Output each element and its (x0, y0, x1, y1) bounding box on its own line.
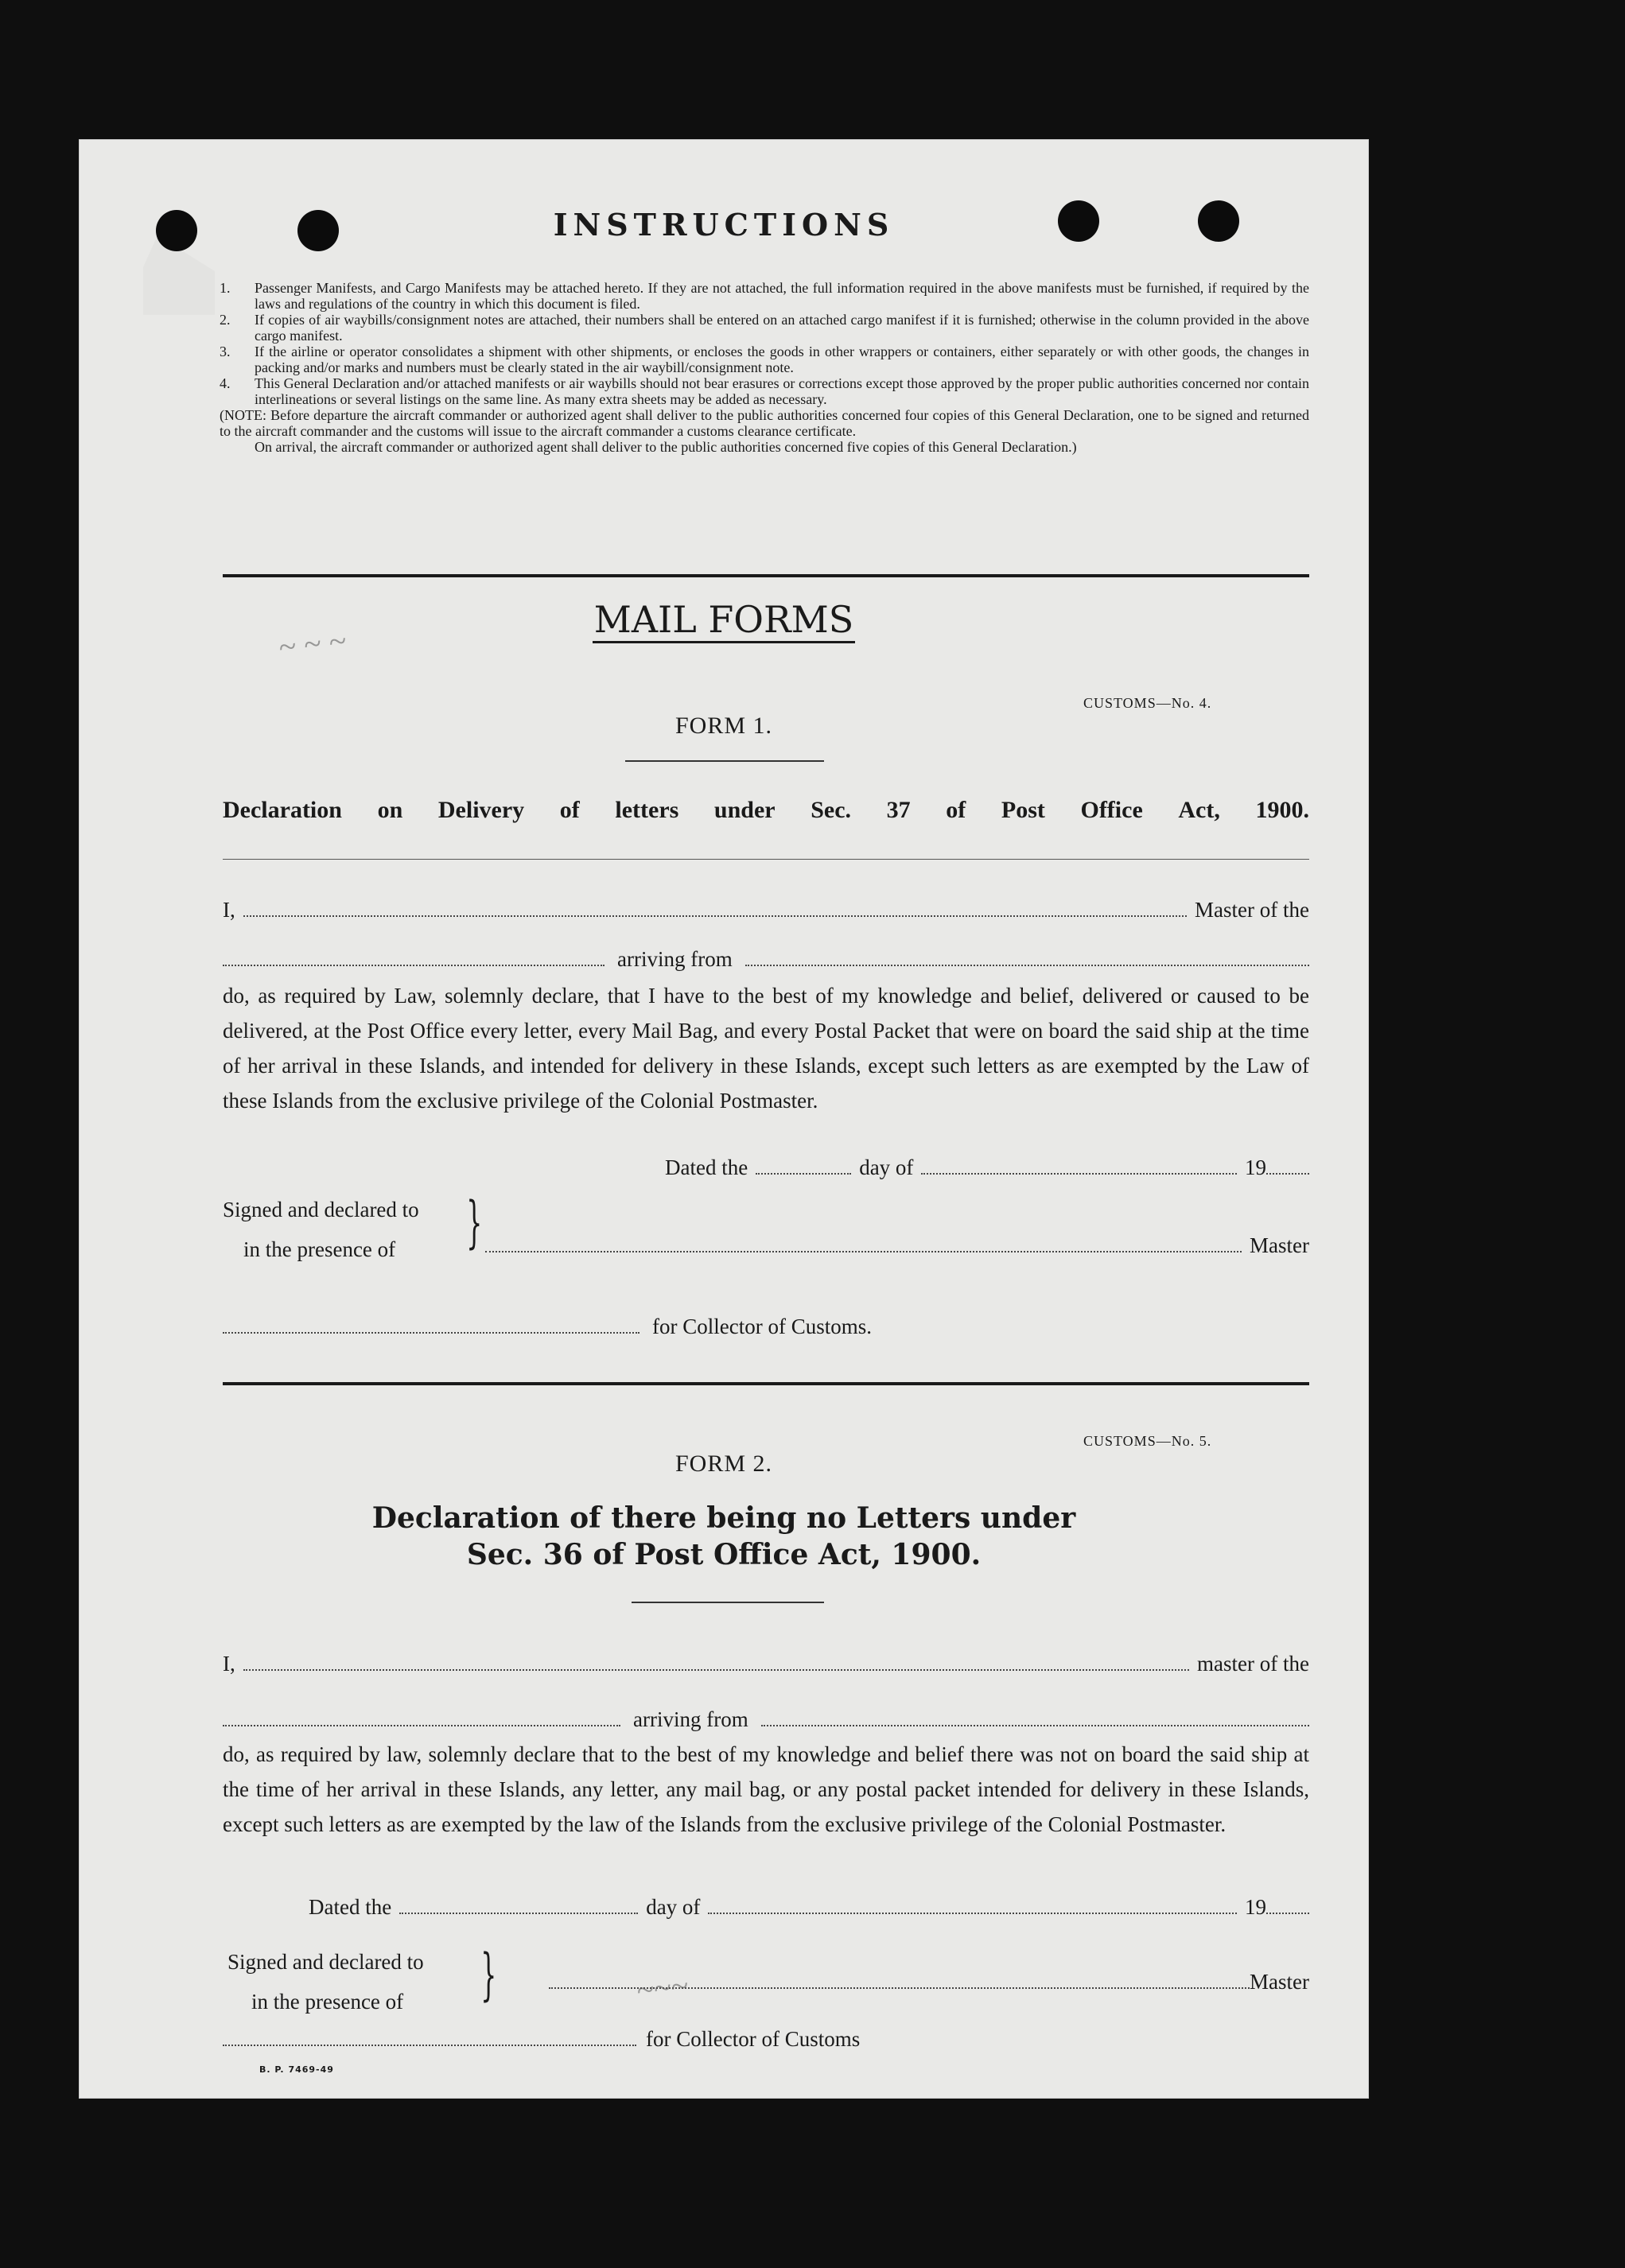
divider (223, 859, 1309, 860)
title-word: Declaration (223, 797, 342, 823)
form1-body: do, as required by Law, solemnly declare, that I have to the best of my knowledge and belief, delivered or caused to be delivered, at the Post Office every letter, every Mail Bag, and every Postal Packet that were on board the said ship at the time of her arrival in these Islands, and intended for delivery in these Islands, except such letters as are exempted by the Law of these Islands from the exclusive privilege of the Colonial Postmaster. (223, 984, 1309, 1113)
signed-line1: Signed and declared to (223, 1198, 419, 1221)
title-word: Delivery (437, 797, 525, 823)
collector-label: for Collector of Customs (646, 2027, 861, 2051)
day-of-label: day of (859, 1155, 914, 1179)
title-word: on (377, 797, 403, 823)
form2-body: do, as required by law, solemnly declare that to the best of my knowledge and belief there was not on board the said ship at the time of her arrival in these Islands, any letter, any mail bag, or any postal packet intended for delivery in these Islands, except such letters as are exempted by the law of the Islands from the exclusive privilege of the Colonial Postmaster. (223, 1742, 1309, 1836)
item-number: 2. (220, 312, 231, 328)
day-of-label: day of (646, 1895, 701, 1919)
collector-signature-field[interactable] (223, 2045, 636, 2046)
item-text: Passenger Manifests, and Cargo Manifests may be attached hereto. If they are not attached, the full information required in the above manifests must be furnished, if required by the laws and regulations of the country in which this document is filed. (255, 280, 1309, 312)
divider (223, 1382, 1309, 1385)
collector-signature-field[interactable] (223, 1332, 640, 1334)
date-year-field[interactable] (1266, 1173, 1309, 1175)
title-word: Office (1080, 797, 1143, 823)
form1-label: FORM 1. (674, 713, 773, 739)
title-word: of (946, 797, 966, 823)
form1-collector-line (223, 1309, 1018, 1344)
title-word: Sec. (811, 797, 852, 823)
date-month-field[interactable] (921, 1173, 1237, 1175)
brace-icon: } (466, 1190, 483, 1255)
date-day-field[interactable] (756, 1173, 851, 1175)
year-prefix: 19 (1245, 1895, 1266, 1919)
divider (632, 1602, 824, 1603)
title-word: letters (615, 797, 679, 823)
print-code: B. P. 7469-49 (259, 2064, 334, 2075)
instructions-list (220, 280, 1309, 455)
title-line2: Sec. 36 of Post Office Act, 1900. (466, 1538, 982, 1571)
note-text: On arrival, the aircraft commander or authorized agent shall deliver to the public authorities concerned five copies of this General Declaration.) (255, 439, 1077, 455)
ship-name-field[interactable] (223, 1725, 620, 1726)
dated-the-label: Dated the (665, 1155, 748, 1179)
arriving-from-label: arriving from (617, 947, 733, 971)
divider (625, 760, 824, 762)
form1-arriving-line (223, 942, 1309, 977)
note-text: (NOTE: Before departure the aircraft commander or authorized agent shall deliver to the public authorities concerned four copies of this General Declaration, one to be signed and returned to the aircraft commander and the customs will issue to the aircraft commander a customs clearance certificate. (220, 407, 1309, 439)
form2-label: FORM 2. (674, 1451, 773, 1477)
arriving-from-field[interactable] (761, 1725, 1309, 1726)
signed-line1: Signed and declared to (227, 1950, 424, 1974)
master-name-field[interactable] (243, 1669, 1189, 1671)
arriving-from-label: arriving from (633, 1707, 748, 1731)
year-prefix: 19 (1245, 1155, 1266, 1179)
master-label: Master (1250, 1970, 1309, 1994)
mail-forms-title (80, 598, 1368, 641)
list-item (220, 375, 1309, 407)
instructions-heading: INSTRUCTIONS (553, 207, 895, 243)
title-line1: Declaration of there being no Letters under (371, 1501, 1076, 1535)
dated-the-label: Dated the (309, 1895, 392, 1919)
brace-icon: } (480, 1942, 497, 2007)
customs-number: CUSTOMS—No. 4. (1083, 695, 1212, 711)
form1-declaration-title (223, 797, 1309, 824)
date-month-field[interactable] (708, 1913, 1237, 1914)
title-word: 37 (886, 797, 911, 823)
item-text: If copies of air waybills/consignment notes are attached, their numbers shall be entered on an attached cargo manifest if it is furnished; otherwise in the column provided in the above cargo manifest. (255, 312, 1309, 344)
master-label: Master (1250, 1233, 1309, 1257)
title-word: of (559, 797, 580, 823)
master-of-the-label: master of the (1197, 1652, 1309, 1676)
instructions-note (220, 407, 1309, 455)
mail-forms-title-text: MAIL FORMS (593, 598, 856, 643)
date-day-field[interactable] (399, 1913, 638, 1914)
list-item (220, 344, 1309, 375)
ship-name-field[interactable] (223, 965, 605, 966)
customs-number: CUSTOMS—No. 5. (1083, 1433, 1212, 1449)
item-text: If the airline or operator consolidates a shipment with other shipments, or encloses the goods in other wrappers or containers, either separately or with other goods, the changes in packing and/or marks and numbers must be clearly stated in the air waybill/consignment note. (255, 344, 1309, 375)
list-item (220, 280, 1309, 312)
title-word: 1900. (1255, 797, 1309, 823)
i-label: I, (223, 898, 235, 922)
master-of-the-label: Master of the (1195, 898, 1309, 922)
form1-master-signature-line (485, 1228, 1309, 1263)
item-number: 4. (220, 375, 231, 391)
form1-signed-label (223, 1190, 419, 1269)
form1-dated-line (665, 1150, 1309, 1185)
form2-arriving-line (223, 1702, 1309, 1737)
title-word: Act, (1178, 797, 1220, 823)
handwritten-signature: ~~~ (634, 1967, 690, 2009)
form2-declaration-title (80, 1500, 1368, 1573)
form2-dated-line (309, 1889, 1309, 1924)
title-word: Post (1001, 797, 1045, 823)
date-year-field[interactable] (1266, 1913, 1309, 1914)
arriving-from-field[interactable] (745, 965, 1309, 966)
master-signature-field[interactable] (485, 1251, 1242, 1252)
i-label: I, (223, 1652, 235, 1676)
title-word: under (713, 797, 776, 823)
item-text: This General Declaration and/or attached manifests or air waybills should not bear erasures or corrections except those approved by the proper public authorities concerned nor contain interlineations or several listings on the same line. As many extra sheets may be added as necessary. (255, 375, 1309, 407)
handwritten-annotation: ~ ~ ~ (276, 622, 348, 666)
item-number: 3. (220, 344, 231, 359)
divider (223, 574, 1309, 577)
signed-line2: in the presence of (243, 1237, 396, 1261)
form2-collector-line (223, 2021, 1018, 2056)
form2-signed-label (227, 1942, 424, 2021)
collector-label: for Collector of Customs. (652, 1315, 872, 1338)
master-name-field[interactable] (243, 915, 1187, 917)
list-item (220, 312, 1309, 344)
document-sheet (80, 140, 1368, 2098)
signed-line2: in the presence of (251, 1990, 404, 2014)
form1-master-line (223, 892, 1309, 927)
item-number: 1. (220, 280, 231, 296)
form2-master-line (223, 1646, 1309, 1681)
